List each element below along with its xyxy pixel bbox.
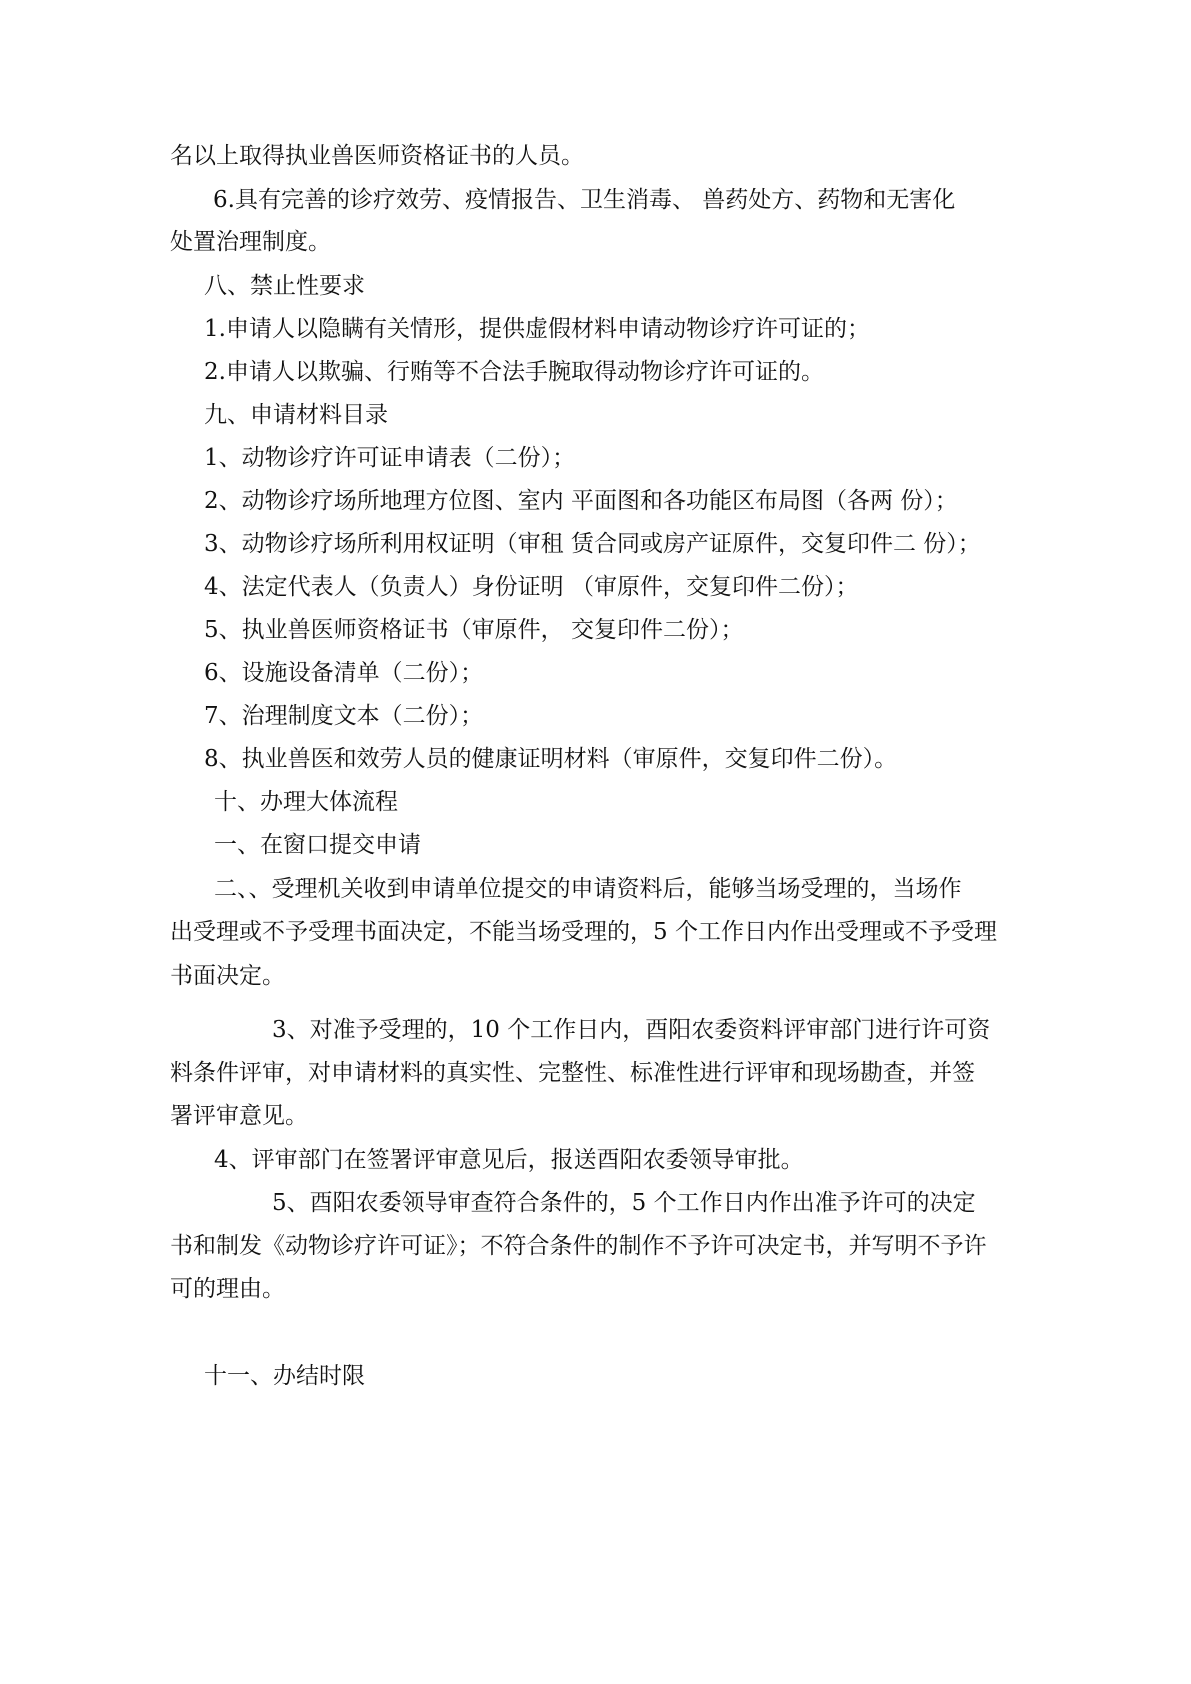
section-10-step-3-line-1: 3、对准予受理的，10 个工作日内，酉阳农委资料评审部门进行许可资: [272, 1017, 991, 1043]
section-9-heading: 九、申请材料目录: [204, 402, 388, 428]
section-10-step-4: 4、评审部门在签署评审意见后，报送酉阳农委领导审批。: [214, 1147, 804, 1173]
section-10-heading: 十、办理大体流程: [214, 789, 398, 815]
section-10-step-3-line-3: 署评审意见。: [170, 1103, 308, 1129]
section-10-step-1: 一、在窗口提交申请: [214, 832, 421, 858]
section-10-step-2-line-1: 二、、受理机关收到申请单位提交的申请资料后，能够当场受理的，当场作: [214, 876, 962, 902]
section-9-item-4: 4、法定代表人（负责人）身份证明 （审原件，交复印件二份）；: [204, 574, 859, 600]
section-10-step-2-line-3: 书面决定。: [170, 963, 285, 989]
item-6-line-1: 6.具有完善的诊疗效劳、疫情报告、卫生消毒、 兽药处方、药物和无害化: [213, 187, 956, 213]
section-9-item-7: 7、治理制度文本（二份）；: [204, 703, 484, 729]
section-10-step-5-line-1: 5、酉阳农委领导审查符合条件的，5 个工作日内作出准予许可的决定: [272, 1190, 976, 1216]
section-11-heading: 十一、办结时限: [204, 1363, 365, 1389]
section-9-item-3: 3、动物诊疗场所利用权证明（审租 赁合同或房产证原件，交复印件二 份）；: [204, 531, 981, 557]
section-9-item-8: 8、执业兽医和效劳人员的健康证明材料（审原件，交复印件二份）。: [204, 746, 898, 772]
section-8-item-2: 2.申请人以欺骗、行贿等不合法手腕取得动物诊疗许可证的。: [204, 359, 824, 385]
section-10-step-5-line-2: 书和制发《动物诊疗许可证》；不符合条件的制作不予许可决定书，并写明不予许: [170, 1233, 987, 1259]
section-10-step-3-line-2: 料条件评审，对申请材料的真实性、完整性、标准性进行评审和现场勘查，并签: [170, 1060, 975, 1086]
section-8-item-1: 1.申请人以隐瞒有关情形，提供虚假材料申请动物诊疗许可证的；: [204, 316, 870, 342]
section-10-step-2-line-2: 出受理或不予受理书面决定，不能当场受理的，5 个工作日内作出受理或不予受理: [170, 919, 997, 945]
section-9-item-5: 5、执业兽医师资格证书（审原件， 交复印件二份）；: [204, 617, 744, 643]
section-10-step-5-line-3: 可的理由。: [170, 1276, 285, 1302]
continuation-text: 名以上取得执业兽医师资格证书的人员。: [170, 143, 584, 169]
section-9-item-1: 1、动物诊疗许可证申请表（二份）；: [204, 445, 576, 471]
item-6-line-2: 处置治理制度。: [170, 229, 331, 255]
section-9-item-6: 6、设施设备清单（二份）；: [204, 660, 484, 686]
section-9-item-2: 2、动物诊疗场所地理方位图、室内 平面图和各功能区布局图（各两 份）；: [204, 488, 958, 514]
section-8-heading: 八、禁止性要求: [204, 273, 365, 299]
